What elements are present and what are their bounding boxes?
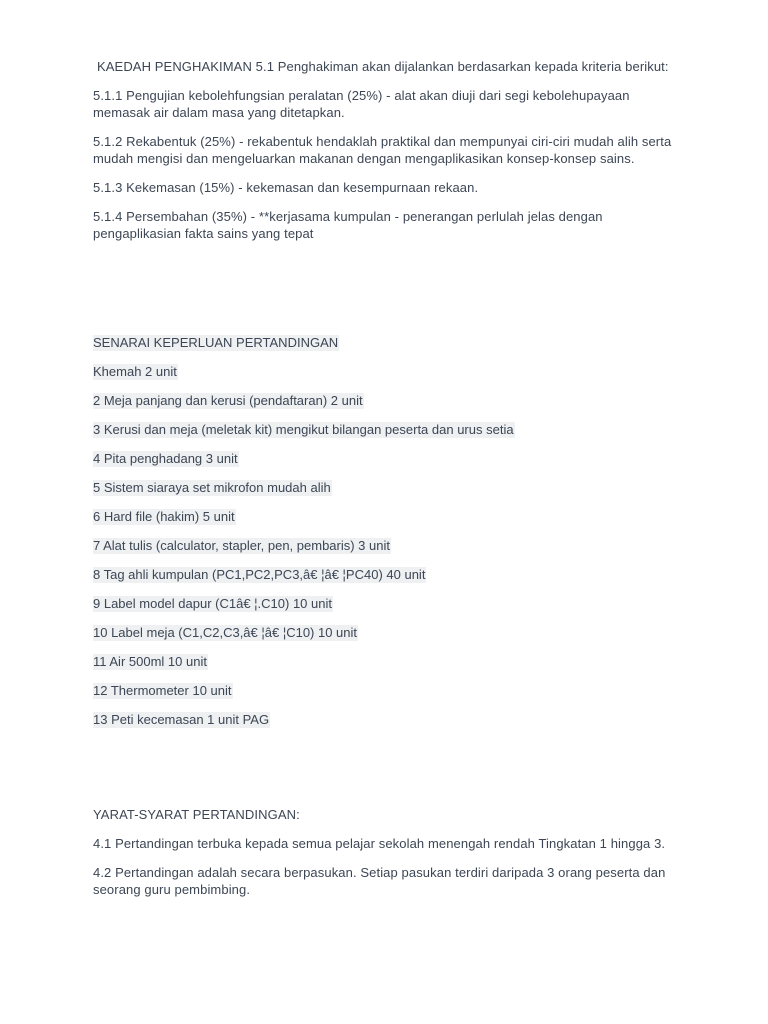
requirement-item: 12 Thermometer 10 unit <box>93 683 232 698</box>
requirement-item: 5 Sistem siaraya set mikrofon mudah alih <box>93 480 331 495</box>
requirement-item: 3 Kerusi dan meja (meletak kit) mengikut bilangan peserta dan urus setia <box>93 422 514 437</box>
section-gap <box>93 254 678 334</box>
list-item <box>93 363 678 380</box>
judging-heading: KAEDAH PENGHAKIMAN 5.1 Penghakiman akan dijalankan berdasarkan kepada kriteria berikut: <box>97 59 669 74</box>
requirement-item: 9 Label model dapur (C1â€ ¦.C10) 10 unit <box>93 596 332 611</box>
requirement-item: 7 Alat tulis (calculator, stapler, pen, pembaris) 3 unit <box>93 538 390 553</box>
list-item <box>93 566 678 583</box>
judging-criterion: 5.1.4 Persembahan (35%) - **kerjasama kumpulan - penerangan perlulah jelas dengan pengaplikasian fakta sains yang tepat <box>93 209 603 241</box>
requirement-item: 2 Meja panjang dan kerusi (pendaftaran) 2 unit <box>93 393 363 408</box>
list-item <box>93 392 678 409</box>
requirement-item: 4 Pita penghadang 3 unit <box>93 451 238 466</box>
list-item <box>93 479 678 496</box>
list-item <box>93 421 678 438</box>
judging-criterion: 5.1.1 Pengujian kebolehfungsian peralatan (25%) - alat akan diuji dari segi kebolehupayaan memasak air dalam masa yang ditetapkan. <box>93 88 630 120</box>
list-item <box>93 508 678 525</box>
list-item <box>93 450 678 467</box>
document-page <box>93 58 678 910</box>
conditions-heading: YARAT-SYARAT PERTANDINGAN: <box>93 807 300 822</box>
requirement-item: 13 Peti kecemasan 1 unit PAG <box>93 712 270 727</box>
requirements-heading: SENARAI KEPERLUAN PERTANDINGAN <box>93 335 339 350</box>
requirements-list <box>93 334 678 728</box>
list-item <box>93 682 678 699</box>
section-gap <box>93 740 678 806</box>
list-item <box>93 624 678 641</box>
list-item <box>93 653 678 670</box>
list-item <box>93 334 678 351</box>
list-item <box>93 595 678 612</box>
list-item <box>93 537 678 554</box>
requirement-item: Khemah 2 unit <box>93 364 177 379</box>
list-item <box>93 711 678 728</box>
requirement-item: 6 Hard file (hakim) 5 unit <box>93 509 235 524</box>
requirement-item: 11 Air 500ml 10 unit <box>93 654 207 669</box>
judging-criterion: 5.1.3 Kekemasan (15%) - kekemasan dan kesempurnaan rekaan. <box>93 180 479 195</box>
requirement-item: 8 Tag ahli kumpulan (PC1,PC2,PC3,â€ ¦â€ ¦PC40) 40 unit <box>93 567 426 582</box>
condition-item: 4.2 Pertandingan adalah secara berpasukan. Setiap pasukan terdiri daripada 3 orang peserta dan seorang guru pembimbing. <box>93 865 666 897</box>
requirement-item: 10 Label meja (C1,C2,C3,â€ ¦â€ ¦C10) 10 unit <box>93 625 358 640</box>
condition-item: 4.1 Pertandingan terbuka kepada semua pelajar sekolah menengah rendah Tingkatan 1 hingga 3. <box>93 836 666 851</box>
judging-criterion: 5.1.2 Rekabentuk (25%) - rekabentuk hendaklah praktikal dan mempunyai ciri-ciri mudah alih serta mudah mengisi dan mengeluarkan makanan dengan mengaplikasikan konsep-konsep sains. <box>93 134 672 166</box>
